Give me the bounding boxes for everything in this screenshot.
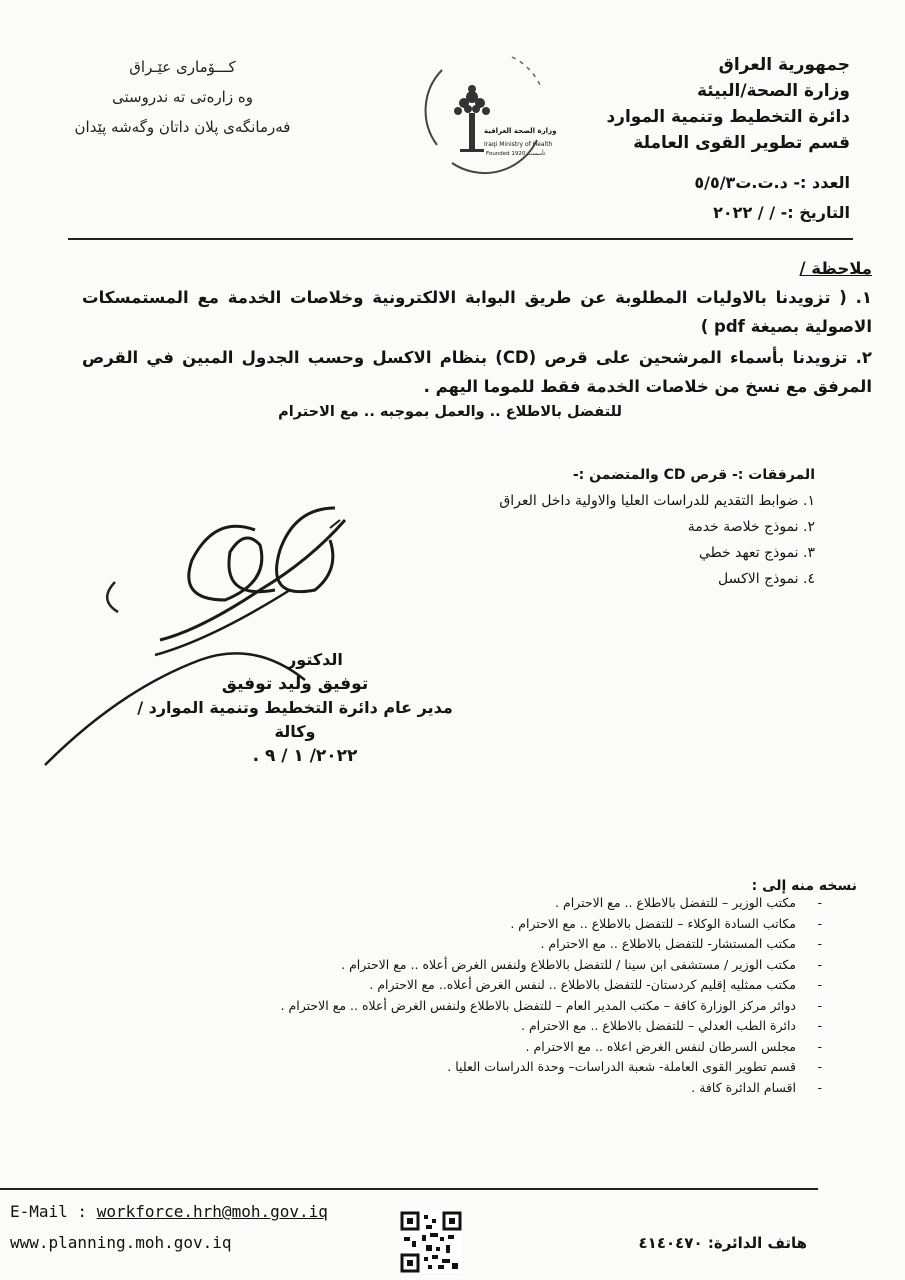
copies-list <box>102 893 822 1098</box>
copy-item: - اقسام الدائرة كافة . <box>102 1078 822 1099</box>
copy-item: - مكتب الوزير / مستشفى ابن سينا / للتفضل بالاطلاع ولنفس الغرض أعلاه .. مع الاحترام . <box>102 955 822 976</box>
signature-date: ٢٠٢٢/ ١ / ٩ . <box>252 746 358 766</box>
copy-item: - دوائر مركز الوزارة كافة – مكتب المدير العام – للتفضل بالاطلاع ولنفس الغرض أعلاه .. مع الاحترام . <box>102 996 822 1017</box>
header-ku-line-3: فەرمانگەی پلان داتان وگەشە پێدان <box>74 118 291 136</box>
copy-item: - مكتب المستشار- للتفضل بالاطلاع .. مع الاحترام . <box>102 934 822 955</box>
attachment-item-4: ٤. نموذج الاكسل <box>717 571 815 587</box>
note-item-1: ١. ( تزويدنا بالاوليات المطلوبة عن طريق البوابة الالكترونية وخلاصات الخدمة مع المستمسكات الاصولية بصيغة pdf ) <box>82 288 872 336</box>
letter-date: التاريخ :- / / ٢٠٢٢ <box>713 203 850 222</box>
header-ar-line-4: قسم تطوير القوى العاملة <box>633 133 850 153</box>
note-item-2: ٢. تزويدنا بأسماء المرشحين على قرص (CD) بنظام الاكسل وحسب الجدول المبين في القرص المرفق مع نسخ من خلاصات الخدمة فقط للموما اليهم . <box>82 348 872 396</box>
header-ku-line-1: كـــۆماری عێـراق <box>129 58 236 76</box>
header-ar-line-3: دائرة التخطيط وتنمية الموارد <box>606 107 850 127</box>
logo-founded: Founded 1920 تأسست <box>486 151 546 157</box>
signatory-position: مدير عام دائرة التخطيط وتنمية الموارد / وكالة <box>137 698 453 741</box>
logo-text-ar: وزارة الصحة العراقية <box>484 127 557 135</box>
note-heading: ملاحظة / <box>799 259 872 278</box>
attachment-item-2: ٢. نموذج خلاصة خدمة <box>687 519 815 535</box>
closing-line: للتفضل بالاطلاع .. والعمل بموجبه .. مع الاحترام <box>278 404 622 420</box>
qr-code-icon <box>400 1211 462 1273</box>
kurdish-header <box>40 52 325 142</box>
copies-heading: نسخه منه إلى : <box>751 878 857 894</box>
header-ku-line-2: وه زارەتی تە ندروستى <box>112 88 253 106</box>
signatory-title: الدكتور <box>287 650 343 669</box>
email-label: E-Mail : <box>10 1202 88 1221</box>
header-divider <box>68 238 853 240</box>
attachment-item-3: ٣. نموذج تعهد خطي <box>698 545 815 561</box>
letter-number: العدد :- د.ت.ت٥/٥/٣ <box>694 173 850 192</box>
copy-item: - دائرة الطب العدلي – للتفضل بالاطلاع .. مع الاحترام . <box>102 1016 822 1037</box>
copy-item: - مكتب الوزير – للتفضل بالاطلاع .. مع الاحترام . <box>102 893 822 914</box>
ministry-logo <box>412 45 557 180</box>
website-link[interactable]: www.planning.moh.gov.iq <box>10 1233 232 1252</box>
note-section <box>82 254 872 401</box>
logo-text-en: Iraqi Ministry of Health <box>484 141 553 148</box>
attachments-heading: المرفقات :- قرص CD والمتضمن :- <box>572 467 815 483</box>
signatory-name: توفيق وليد توفيق <box>221 674 369 694</box>
signature-block <box>130 648 460 768</box>
copy-item: - مكاتب السادة الوكلاء – للتفضل بالاطلاع .. مع الاحترام . <box>102 914 822 935</box>
tree-emblem-icon <box>412 45 552 180</box>
attachments-section <box>395 462 815 592</box>
attachment-item-1: ١. ضوابط التقديم للدراسات العليا والاولية داخل العراق <box>499 493 815 509</box>
footer-email-line <box>10 1202 328 1221</box>
header-ar-line-1: جمهورية العراق <box>718 55 850 75</box>
copy-item: - قسم تطوير القوى العاملة- شعبة الدراسات– وحدة الدراسات العليا . <box>102 1057 822 1078</box>
footer-divider <box>0 1188 818 1190</box>
email-link[interactable]: workforce.hrh@moh.gov.iq <box>96 1202 328 1221</box>
header-ar-line-2: وزارة الصحة/البيئة <box>697 81 850 101</box>
arabic-header <box>590 52 850 156</box>
copy-item: - مكتب ممثليه إقليم كردستان- للتفضل بالاطلاع .. لنفس الغرض أعلاه.. مع الاحترام . <box>102 975 822 996</box>
department-phone: هاتف الدائرة: ٤١٤٠٤٧٠ <box>638 1234 807 1252</box>
copy-item: - مجلس السرطان لنفس الغرض اعلاه .. مع الاحترام . <box>102 1037 822 1058</box>
